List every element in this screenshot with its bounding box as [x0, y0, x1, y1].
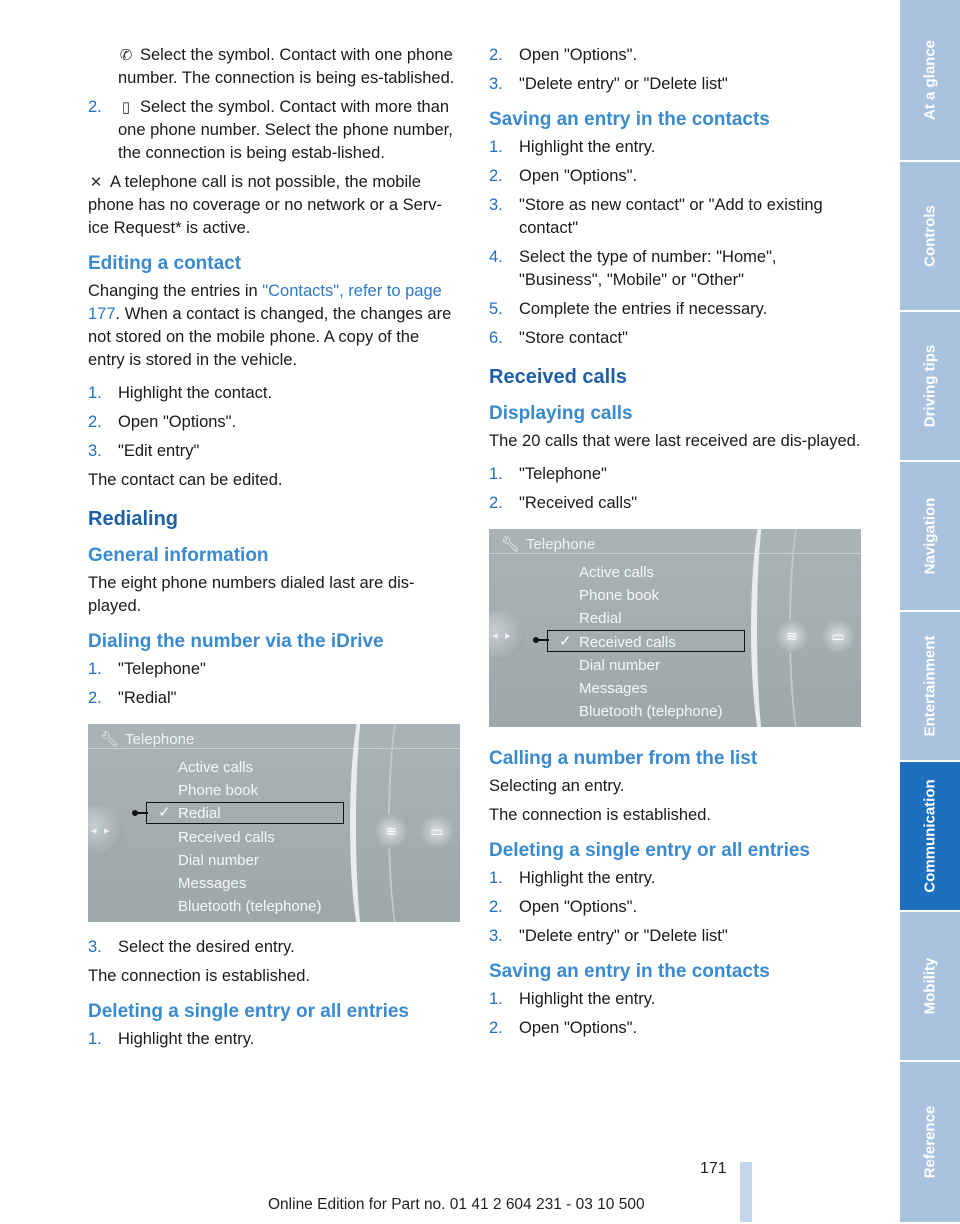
menu-item: Redial: [579, 610, 622, 628]
list-item: 2. "Redial": [88, 689, 177, 707]
menu-item: Received calls: [579, 633, 676, 651]
dial-step-3: [88, 936, 460, 959]
intro-item-2: 2. ▯ Select the symbol. Contact with more than one phone number. Select the phone number, the connection is being estab-lished.: [88, 98, 453, 162]
redialing-heading: Redialing: [88, 508, 179, 530]
list-item: 1. "Telephone": [88, 660, 206, 678]
list-item: 1. Highlight the entry.: [489, 990, 656, 1008]
displaying-heading: Displaying calls: [489, 403, 633, 424]
menu-item: Received calls: [178, 828, 275, 846]
tab-reference[interactable]: Reference: [900, 1062, 960, 1224]
no-signal-icon: ✕: [89, 174, 103, 191]
page-marker: [740, 1162, 752, 1222]
selection-highlight: [146, 802, 344, 824]
menu-item: Redial: [178, 805, 221, 823]
top-steps: [489, 44, 861, 96]
saving-steps: [489, 136, 861, 350]
left-column: [88, 44, 460, 1057]
intro-list: [88, 96, 460, 165]
list-item: 2. Open "Options".: [489, 167, 638, 185]
options-button-icon: ≋: [374, 814, 408, 848]
tab-entertainment[interactable]: Entertainment: [900, 612, 960, 762]
list-item: 3. Select the desired entry.: [88, 938, 295, 956]
tab-mobility[interactable]: Mobility: [900, 912, 960, 1062]
phone-handset-icon: ✆: [119, 47, 133, 64]
tab-driving-tips[interactable]: Driving tips: [900, 312, 960, 462]
phone-list-icon: ▯: [121, 99, 131, 116]
list-item: 3. "Store as new contact" or "Add to existing contact": [489, 196, 823, 237]
idrive-screen-redial: 🔧︎ Telephone Active calls Phone book Redial Received calls Dial number Messages Bluetooth (telephone) ✓ ◂ ▸ ≋ ▭: [88, 724, 460, 922]
menu-item: Bluetooth (telephone): [178, 898, 322, 916]
delete-heading-right: Deleting a single entry or all entries: [489, 840, 810, 861]
no-call-note: ✕ A telephone call is not possible, the mobile phone has no coverage or no network or a Serv-ice Request* is active.: [88, 173, 443, 237]
delete-steps-left: [88, 1028, 460, 1051]
list-item: 6. "Store contact": [489, 329, 628, 347]
options-button-icon: ≋: [775, 619, 809, 653]
controller-knob-icon: ◂ ▸: [88, 806, 124, 856]
menu-item: Active calls: [178, 759, 254, 776]
list-item: 1. Highlight the entry.: [88, 1030, 255, 1048]
saving2-heading: Saving an entry in the contacts: [489, 961, 770, 982]
idrive-screen-received: 🔧︎ Telephone Active calls Phone book Redial Received calls Dial number Messages Bluetooth (telephone) ✓ ◂ ▸ ≋ ▭: [489, 529, 861, 727]
general-info-text: The eight phone numbers dialed last are dis-played.: [88, 574, 415, 615]
check-icon: ✓: [158, 804, 171, 821]
list-item: 2. Open "Options".: [489, 46, 638, 64]
tab-communication[interactable]: Communication: [900, 762, 960, 912]
list-item: 2. Open "Options".: [88, 413, 237, 431]
list-item: 2. Open "Options".: [489, 898, 638, 916]
list-item: 5. Complete the entries if necessary.: [489, 300, 768, 318]
menu-item: Messages: [178, 874, 247, 892]
menu-item: Dial number: [579, 656, 660, 674]
list-item: 1. Highlight the entry.: [489, 869, 656, 887]
footer-edition: Online Edition for Part no. 01 41 2 604 231 - 03 10 500: [268, 1196, 645, 1213]
displaying-text: The 20 calls that were last received are dis-played.: [489, 432, 861, 450]
wrench-icon: 🔧︎: [501, 536, 521, 553]
editing-text: Changing the entries in "Contacts", refer to page 177. When a contact is changed, the changes are not stored on the mobile phone. A copy of the entry is stored in the vehicle.: [88, 282, 452, 369]
menu-item: Phone book: [178, 782, 259, 800]
general-info-heading: General information: [88, 545, 269, 566]
dial-after: The connection is established.: [88, 967, 310, 985]
editing-heading: Editing a contact: [88, 253, 242, 274]
saving2-steps: [489, 988, 861, 1040]
tab-controls[interactable]: Controls: [900, 162, 960, 312]
list-item: 1. Highlight the contact.: [88, 384, 273, 402]
list-item: 1. Highlight the entry.: [489, 138, 656, 156]
list-item: 3. "Delete entry" or "Delete list": [489, 75, 728, 93]
check-icon: ✓: [559, 633, 572, 650]
list-item: 3. "Delete entry" or "Delete list": [489, 927, 728, 945]
calling-text-1: Selecting an entry.: [489, 777, 625, 795]
calling-heading: Calling a number from the list: [489, 748, 758, 769]
page-number: 171: [700, 1160, 727, 1177]
editing-after: The contact can be edited.: [88, 471, 283, 489]
tab-navigation[interactable]: Navigation: [900, 462, 960, 612]
menu-item: Bluetooth (telephone): [579, 703, 723, 721]
displaying-steps: [489, 463, 861, 515]
menu-button-icon: ▭: [821, 619, 855, 653]
screen-menu: [178, 756, 321, 918]
wrench-icon: 🔧︎: [100, 731, 120, 748]
list-item: 2. "Received calls": [489, 494, 638, 512]
tab-at-a-glance[interactable]: At a glance: [900, 0, 960, 162]
dial-heading: Dialing the number via the iDrive: [88, 631, 384, 652]
saving-heading: Saving an entry in the contacts: [489, 109, 770, 130]
editing-steps: [88, 382, 460, 463]
list-item: 1. "Telephone": [489, 465, 607, 483]
contacts-link[interactable]: "Contacts", refer to page 177: [88, 282, 442, 323]
controller-knob-icon: ◂ ▸: [489, 611, 525, 661]
menu-item: Messages: [579, 679, 648, 697]
received-calls-heading: Received calls: [489, 366, 627, 388]
right-column: [489, 44, 861, 1046]
menu-item: Phone book: [579, 587, 660, 605]
list-item: 2. Open "Options".: [489, 1019, 638, 1037]
calling-text-2: The connection is established.: [489, 806, 711, 824]
dial-steps: [88, 658, 460, 710]
intro-item-1: ✆ Select the symbol. Contact with one phone number. The connection is being es-tablished.: [118, 46, 455, 87]
list-item: 3. "Edit entry": [88, 442, 200, 460]
menu-item: Active calls: [579, 564, 655, 581]
chapter-sidebar: [900, 0, 960, 1222]
list-item: 4. Select the type of number: "Home", "Business", "Mobile" or "Other": [489, 248, 777, 289]
selection-highlight: [547, 630, 745, 652]
delete-heading-left: Deleting a single entry or all entries: [88, 1001, 409, 1022]
menu-button-icon: ▭: [420, 814, 454, 848]
menu-item: Dial number: [178, 851, 259, 869]
delete-steps-right: [489, 867, 861, 948]
